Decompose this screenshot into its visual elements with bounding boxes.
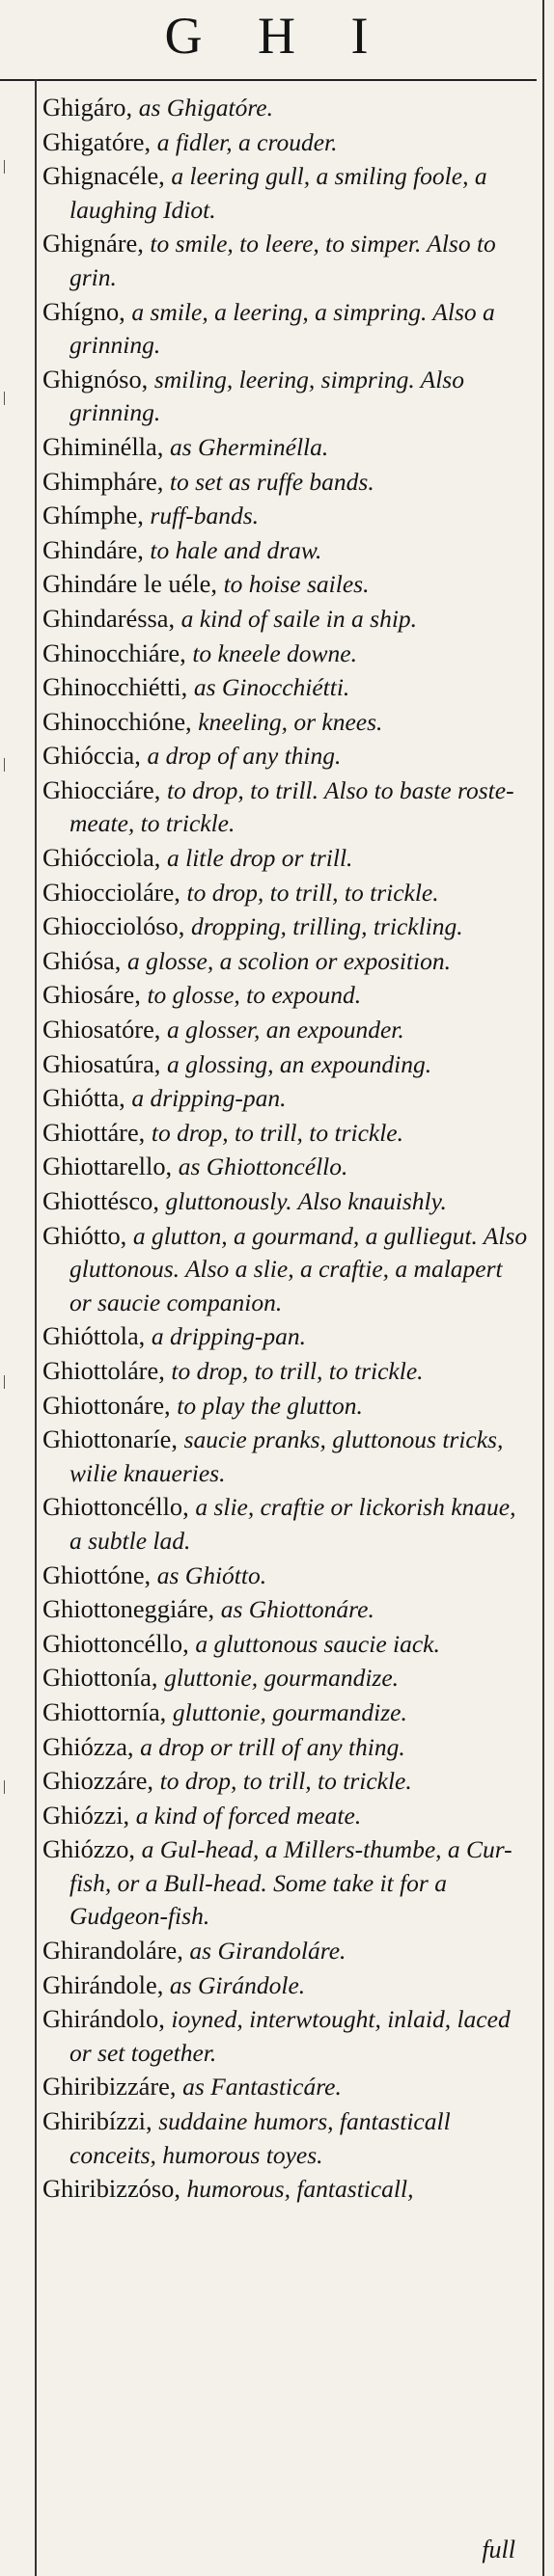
headword: Ghiottóne, bbox=[42, 1559, 157, 1589]
dictionary-entry bbox=[42, 2104, 529, 2172]
definition: a slie, craftie or lickorish knaue, a subtle lad. bbox=[69, 1493, 516, 1555]
definition: suddaine humors, fantasticall conceits, humorous toyes. bbox=[69, 2107, 451, 2169]
dictionary-entry bbox=[42, 1423, 529, 1490]
headword: Ghirandoláre, bbox=[42, 1936, 190, 1966]
headword: Ghignacéle, bbox=[42, 161, 172, 191]
headword: Ghiottonía, bbox=[42, 1663, 165, 1693]
definition: saucie pranks, gluttonous tricks, wilie knaueries. bbox=[69, 1425, 504, 1487]
definition: a dripping-pan. bbox=[131, 1084, 287, 1113]
headword: Ghímphe, bbox=[42, 501, 151, 530]
headword: Ghinocchióne, bbox=[42, 706, 199, 736]
dictionary-entry bbox=[42, 1013, 529, 1047]
definition: to glosse, to expound. bbox=[147, 981, 362, 1010]
headword: Ghiosáre, bbox=[42, 980, 148, 1010]
headword: Ghiottoneggiáre, bbox=[42, 1594, 221, 1624]
headword: Ghiribízzi, bbox=[42, 2106, 159, 2136]
definition: humorous, fantasticall, bbox=[186, 2175, 414, 2204]
headword: Ghióccia, bbox=[42, 741, 148, 771]
definition: to drop, to trill, to trickle. bbox=[186, 878, 439, 907]
header-rule bbox=[0, 79, 537, 81]
headword: Ghirándolo, bbox=[42, 2004, 172, 2034]
dictionary-entry bbox=[42, 1695, 529, 1730]
definition: a glosse, a scolion or exposition. bbox=[126, 946, 451, 975]
dictionary-entry bbox=[42, 602, 529, 637]
dictionary-entry bbox=[42, 1184, 529, 1219]
headword: Ghiocciáre, bbox=[42, 774, 167, 804]
definition: gluttonously. Also knauishly. bbox=[165, 1187, 447, 1215]
definition: a Gul-head, a Millers-thumbe, a Cur-fish, or a Bull-head. Some take it for a Gudgeon-fish. bbox=[69, 1835, 512, 1931]
dictionary-entry bbox=[42, 363, 529, 430]
dictionary-entry bbox=[42, 430, 529, 465]
dictionary-entry bbox=[42, 876, 529, 910]
definition: to drop, to trill, to trickle. bbox=[171, 1356, 424, 1385]
headword: Ghiózza, bbox=[42, 1731, 141, 1761]
dictionary-entry bbox=[42, 1219, 529, 1320]
headword: Ghiottoncéllo, bbox=[42, 1492, 196, 1522]
definition: dropping, trilling, trickling. bbox=[190, 912, 463, 941]
definition: as Ghiottonáre. bbox=[220, 1595, 374, 1624]
right-border-rule bbox=[542, 0, 544, 2576]
definition: as Ghiottoncéllo. bbox=[178, 1152, 348, 1181]
definition: a glosser, an expounder. bbox=[167, 1016, 404, 1044]
headword: Ghiosatúra, bbox=[42, 1048, 167, 1078]
definition: to smile, to leere, to simper. Also to grin. bbox=[69, 230, 496, 291]
headword: Ghiózzi, bbox=[42, 1800, 136, 1830]
dictionary-entry bbox=[42, 978, 529, 1013]
entry-list bbox=[42, 91, 529, 2207]
headword: Ghiósa, bbox=[42, 945, 127, 975]
dictionary-entry bbox=[42, 159, 529, 227]
headword: Ghinocchiáre, bbox=[42, 637, 193, 667]
dictionary-entry bbox=[42, 1968, 529, 2003]
headword: Ghindáre le uéle, bbox=[42, 569, 224, 599]
headword: Ghindaréssa, bbox=[42, 603, 181, 633]
dictionary-entry bbox=[42, 1150, 529, 1184]
headword: Ghiottonáre, bbox=[42, 1390, 178, 1420]
dictionary-entry bbox=[42, 227, 529, 294]
dictionary-entry bbox=[42, 705, 529, 740]
headword: Ghiózzo, bbox=[42, 1834, 142, 1864]
headword: Ghiótto, bbox=[42, 1220, 133, 1250]
dictionary-entry bbox=[42, 1490, 529, 1558]
headword: Ghiribizzáre, bbox=[42, 2072, 183, 2101]
dictionary-entry bbox=[42, 1116, 529, 1151]
dictionary-entry bbox=[42, 1661, 529, 1695]
margin-fragment bbox=[4, 392, 11, 405]
headword: Ghiozzáre, bbox=[42, 1766, 160, 1796]
headword: Ghióttola, bbox=[42, 1321, 152, 1351]
definition: a leering gull, a smiling foole, a laughing Idiot. bbox=[69, 162, 487, 224]
definition: to kneele downe. bbox=[192, 638, 357, 667]
definition: gluttonie, gourmandize. bbox=[164, 1664, 400, 1693]
dictionary-entry bbox=[42, 739, 529, 773]
definition: smiling, leering, simpring. Also grinning. bbox=[69, 365, 464, 427]
margin-fragment bbox=[4, 1375, 11, 1389]
headword: Ghiribizzóso, bbox=[42, 2174, 187, 2204]
dictionary-entry bbox=[42, 1081, 529, 1116]
definition: to hale and draw. bbox=[150, 535, 322, 564]
dictionary-entry bbox=[42, 1730, 529, 1765]
dictionary-entry bbox=[42, 1354, 529, 1389]
headword: Ghiottarello, bbox=[42, 1152, 179, 1181]
dictionary-entry bbox=[42, 637, 529, 671]
dictionary-entry bbox=[42, 773, 529, 841]
dictionary-entry bbox=[42, 944, 529, 979]
definition: as Girándole. bbox=[169, 1970, 306, 1999]
left-margin-fragments bbox=[0, 83, 29, 2576]
headword: Ghiottornía, bbox=[42, 1696, 173, 1726]
definition: as Ginocchiétti. bbox=[193, 673, 350, 702]
page-header bbox=[0, 0, 554, 83]
definition: a drop or trill of any thing. bbox=[140, 1732, 405, 1761]
margin-fragment bbox=[4, 758, 11, 772]
dictionary-entry bbox=[42, 295, 529, 363]
definition: a drop of any thing. bbox=[147, 742, 342, 771]
headword: Ghiócciola, bbox=[42, 843, 167, 873]
headword: Ghinocchiétti, bbox=[42, 672, 194, 702]
headword: Ghiótta, bbox=[42, 1083, 132, 1113]
headword: Ghígno, bbox=[42, 296, 132, 326]
definition: gluttonie, gourmandize. bbox=[172, 1697, 407, 1726]
definition: as Fantasticáre. bbox=[182, 2073, 342, 2101]
headword: Ghignáre, bbox=[42, 229, 151, 258]
margin-fragment bbox=[4, 160, 11, 174]
definition: a glutton, a gourmand, a gulliegut. Also gluttonous. Also a slie, a craftie, a malapert or saucie companion. bbox=[69, 1221, 528, 1316]
definition: a dripping-pan. bbox=[151, 1322, 306, 1351]
dictionary-entry bbox=[42, 125, 529, 160]
definition: to set as ruffe bands. bbox=[169, 467, 374, 496]
definition: a fidler, a crouder. bbox=[156, 127, 338, 156]
definition: as Ghigatóre. bbox=[138, 94, 273, 122]
dictionary-entry bbox=[42, 1799, 529, 1833]
headword: Ghirándole, bbox=[42, 1969, 170, 1999]
definition: a kind of forced meate. bbox=[135, 1801, 362, 1830]
dictionary-entry bbox=[42, 2070, 529, 2104]
dictionary-entry bbox=[42, 1389, 529, 1424]
definition: to drop, to trill, to trickle. bbox=[159, 1767, 412, 1796]
dictionary-entry bbox=[42, 533, 529, 568]
definition: a smile, a leering, a simpring. Also a grinning. bbox=[69, 297, 495, 360]
dictionary-entry bbox=[42, 1764, 529, 1799]
headword: Ghiocciolóso, bbox=[42, 911, 191, 941]
headword: Ghiottoláre, bbox=[42, 1355, 172, 1385]
dictionary-entry bbox=[42, 91, 529, 125]
dictionary-entry bbox=[42, 841, 529, 876]
dictionary-entry bbox=[42, 1627, 529, 1662]
definition: kneeling, or knees. bbox=[198, 707, 383, 736]
headword: Ghiminélla, bbox=[42, 431, 170, 461]
headword: Ghioccioláre, bbox=[42, 877, 187, 907]
headword: Ghiottáre, bbox=[42, 1117, 152, 1147]
dictionary-entry bbox=[42, 1592, 529, 1627]
definition: to drop, to trill, to trickle. bbox=[151, 1118, 403, 1147]
dictionary-entry bbox=[42, 2172, 529, 2207]
headword: Ghiosatóre, bbox=[42, 1015, 167, 1044]
definition: a gluttonous saucie iack. bbox=[195, 1629, 440, 1658]
dictionary-entry bbox=[42, 567, 529, 602]
running-head: G H I bbox=[164, 7, 390, 65]
margin-fragment bbox=[4, 1780, 11, 1794]
dictionary-entry bbox=[42, 1934, 529, 1968]
dictionary-entry bbox=[42, 909, 529, 944]
definition: a kind of saile in a ship. bbox=[180, 604, 418, 633]
dictionary-entry bbox=[42, 499, 529, 533]
headword: Ghimpháre, bbox=[42, 466, 170, 496]
definition: as Gherminélla. bbox=[169, 432, 329, 461]
catchword: full bbox=[482, 2535, 515, 2563]
dictionary-entry bbox=[42, 1319, 529, 1354]
definition: a glossing, an expounding. bbox=[167, 1049, 432, 1078]
dictionary-entry bbox=[42, 1832, 529, 1934]
dictionary-entry bbox=[42, 1559, 529, 1593]
column-rule bbox=[35, 79, 37, 2576]
definition: as Ghiótto. bbox=[156, 1560, 267, 1589]
dictionary-entry bbox=[42, 2002, 529, 2070]
definition: ioyned, interwtought, inlaid, laced or set together. bbox=[69, 2005, 511, 2067]
definition: to play the glutton. bbox=[177, 1391, 363, 1420]
headword: Ghiottésco, bbox=[42, 1186, 166, 1215]
headword: Ghiottonaríe, bbox=[42, 1424, 184, 1454]
headword: Ghiottoncéllo, bbox=[42, 1628, 196, 1658]
definition: to hoise sailes. bbox=[223, 570, 370, 599]
definition: a litle drop or trill. bbox=[166, 844, 353, 873]
dictionary-entry bbox=[42, 670, 529, 705]
headword: Ghigatóre, bbox=[42, 126, 157, 156]
headword: Ghignóso, bbox=[42, 364, 154, 393]
dictionary-entry bbox=[42, 1047, 529, 1082]
headword: Ghigáro, bbox=[42, 93, 139, 122]
dictionary-entry bbox=[42, 465, 529, 500]
definition: ruff-bands. bbox=[150, 502, 260, 530]
headword: Ghindáre, bbox=[42, 534, 151, 564]
definition: as Girandoláre. bbox=[189, 1937, 346, 1966]
definition: to drop, to trill. Also to baste roste-meate, to trickle. bbox=[69, 775, 514, 838]
